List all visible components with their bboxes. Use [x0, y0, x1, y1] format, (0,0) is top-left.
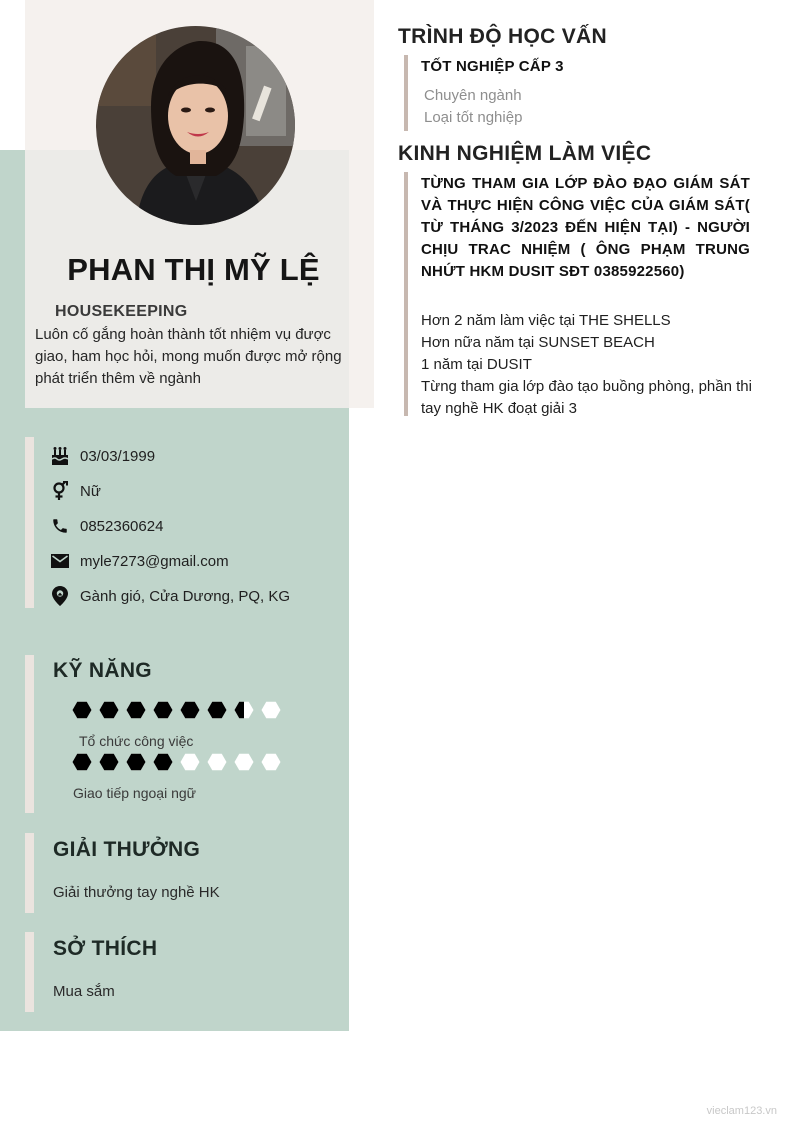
hobbies-text: Mua sắm: [53, 983, 115, 1000]
contact-birthday: [50, 444, 155, 468]
awards-text: Giải thưởng tay nghề HK: [53, 884, 220, 901]
awards-accent-bar: [25, 833, 34, 913]
experience-heading: KINH NGHIỆM LÀM VIỆC: [398, 142, 652, 165]
education-major: Chuyên ngành: [424, 87, 522, 104]
skill-hex-filled: [100, 754, 119, 770]
skills-heading: KỸ NĂNG: [53, 659, 152, 682]
skill-hex-empty: [208, 754, 227, 770]
experience-line: tay nghề HK đoạt giải 3: [421, 400, 577, 417]
skill-rating-1: [72, 700, 292, 720]
experience-accent-bar: [404, 172, 408, 416]
contact-phone: [50, 514, 163, 538]
address-value: Gành gió, Cửa Dương, PQ, KG: [80, 587, 291, 605]
experience-line: Hơn 2 năm làm việc tại THE SHELLS: [421, 312, 671, 329]
awards-heading: GIẢI THƯỞNG: [53, 838, 201, 861]
education-school: TỐT NGHIỆP CẤP 3: [421, 58, 564, 75]
education-heading: TRÌNH ĐỘ HỌC VẤN: [398, 25, 607, 48]
skill-hex-filled: [154, 754, 173, 770]
birthday-value: 03/03/1999: [80, 447, 156, 465]
skill-name-1: Tổ chức công việc: [79, 733, 194, 749]
experience-title: TỪNG THAM GIA LỚP ĐÀO ĐẠO GIÁM SÁT VÀ THỰC HIỆN CÔNG VIỆC CỦA GIÁM SÁT( TỪ THÁNG 3/2023 ĐẾN HIỆN TẠI) - NGƯỜI CHỊU TRAC NHIỆM ( ÔNG PHẠM TRUNG NHỨT HKM DUSIT SĐT 0385922560): [421, 175, 750, 280]
hobbies-heading: SỞ THÍCH: [53, 937, 158, 960]
email-value: myle7273@gmail.com: [80, 552, 229, 570]
skill-hex-empty: [262, 754, 281, 770]
skill-name-2: Giao tiếp ngoại ngữ: [73, 785, 197, 801]
avatar: [96, 26, 295, 225]
contact-email: [50, 549, 229, 573]
birthday-cake-icon: [50, 446, 70, 466]
skill-hex-filled: [154, 702, 173, 718]
skill-hex-filled: [100, 702, 119, 718]
skill-hex-empty: [181, 754, 200, 770]
skill-hex-rating: [72, 700, 292, 720]
skill-hex-filled: [127, 702, 146, 718]
full-name: PHAN THỊ MỸ LỆ: [67, 252, 320, 287]
email-icon: [50, 551, 70, 571]
skill-hex-filled: [208, 702, 227, 718]
phone-icon: [50, 516, 70, 536]
skills-accent-bar: [25, 655, 34, 813]
experience-line: Từng tham gia lớp đào tạo buồng phòng, phần thi: [421, 378, 752, 395]
gender-icon: [50, 481, 70, 501]
avatar-photo: [96, 26, 295, 225]
skill-hex-filled: [73, 702, 92, 718]
location-icon: [50, 586, 70, 606]
experience-line: 1 năm tại DUSIT: [421, 356, 532, 373]
experience-line: Hơn nữa năm tại SUNSET BEACH: [421, 334, 655, 351]
skill-hex-filled: [181, 702, 200, 718]
skill-hex-empty: [262, 702, 281, 718]
contact-address: [50, 584, 290, 608]
skill-rating-2: [72, 752, 292, 772]
phone-value: 0852360624: [80, 517, 164, 535]
hobbies-accent-bar: [25, 932, 34, 1012]
education-accent-bar: [404, 55, 408, 131]
contact-accent-bar: [25, 437, 34, 608]
skill-hex-empty: [235, 754, 254, 770]
skill-hex-filled: [127, 754, 146, 770]
skill-hex-filled: [73, 754, 92, 770]
contact-gender: [50, 479, 101, 503]
job-title: HOUSEKEEPING: [55, 303, 188, 320]
gender-value: Nữ: [80, 482, 101, 500]
career-objective: Luôn cố gắng hoàn thành tốt nhiệm vụ được giao, ham học hỏi, mong muốn được mở rộng phát triển thêm về ngành: [35, 326, 342, 387]
education-grade: Loại tốt nghiệp: [424, 109, 523, 126]
skill-hex-rating: [72, 752, 292, 772]
watermark: vieclam123.vn: [706, 1105, 777, 1117]
